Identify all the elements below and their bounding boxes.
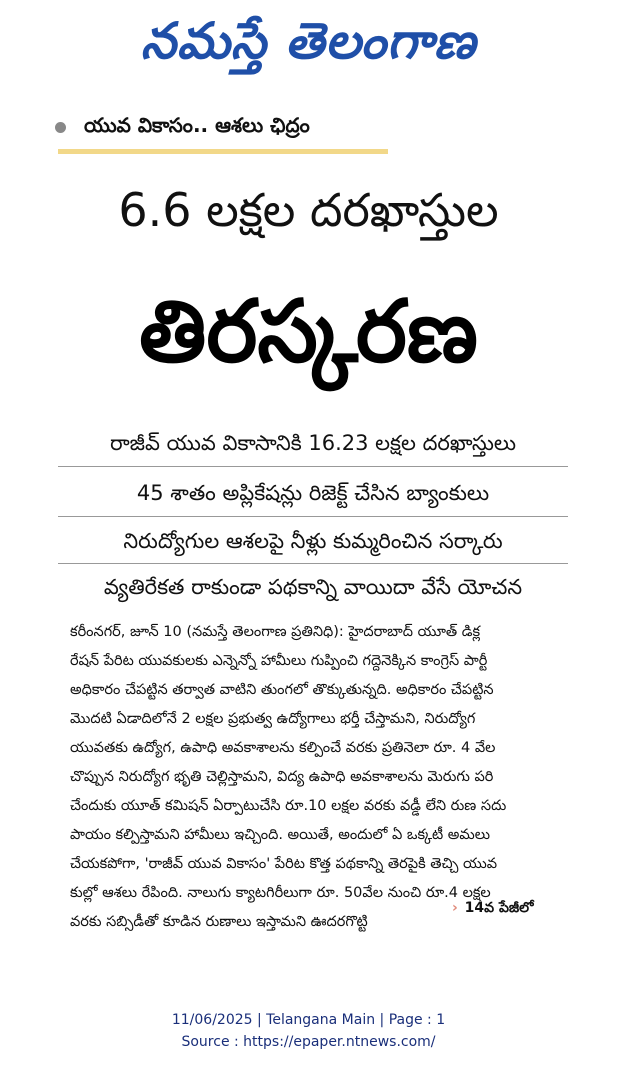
kicker-underline: [58, 149, 388, 154]
body-line: చేందుకు యూత్ కమిషన్ ఏర్పాటుచేసి రూ.10 లక్షల వరకు వడ్డీ లేని రుణ సదు: [70, 798, 507, 814]
body-line: వరకు సబ్సిడీతో కూడిన రుణాలు ఇస్తామని ఊదరగొట్టి: [70, 914, 368, 930]
masthead-logo: నమస్తే తెలంగాణ: [140, 12, 477, 70]
body-line: చేయకపోగా, 'రాజీవ్ యువ వికాసం' పేరిట కొత్త పథకాన్ని తెరపైకి తెచ్చి యువ: [70, 856, 498, 872]
body-line: చొప్పున నిరుద్యోగ భృతి చెల్లిస్తామని, విద్య ఉపాధి అవకాశాలను మెరుగు పరి: [70, 769, 494, 785]
deck-line-4: వ్యతిరేకత రాకుండా పథకాన్ని వాయిదా వేసే యోచన: [103, 575, 523, 599]
body-line: కరీంనగర్, జూన్ 10 (నమస్తే తెలంగాణ ప్రతినిధి): హైదరాబాద్ యూత్ డిక్ల: [70, 624, 481, 640]
bullet-dot-icon: [55, 122, 66, 133]
deck-line-2: 45 శాతం అప్లికేషన్లు రిజెక్ట్ చేసిన బ్యాంకులు: [136, 481, 490, 505]
deck-divider: [58, 516, 568, 517]
body-line: కుల్లో ఆశలు రేపింది. నాలుగు క్యాటగిరీలుగా రూ. 50వేల నుంచి రూ.4 లక్షల: [70, 885, 491, 901]
headline-line-2: తిరస్కరణ: [139, 282, 478, 382]
deck-line-3: నిరుద్యోగుల ఆశలపై నీళ్లు కుమ్మరించిన సర్కారు: [123, 529, 503, 553]
deck-divider: [58, 466, 568, 467]
body-line: అధికారం చేపట్టిన తర్వాత వాటిని తుంగలో తొక్కుతున్నది. అధికారం చేపట్టిన: [70, 682, 494, 698]
deck-line-1: రాజీవ్ యువ వికాసానికి 16.23 లక్షల దరఖాస్తులు: [110, 431, 516, 455]
chevron-right-icon: ›: [452, 900, 458, 916]
deck-divider: [58, 563, 568, 564]
footer-source-link[interactable]: Source : https://epaper.ntnews.com/: [181, 1034, 436, 1050]
article-body: [70, 618, 590, 937]
continued-on-page-link[interactable]: [452, 900, 534, 919]
body-line: యువతకు ఉద్యోగ, ఉపాధి అవకాశాలను కల్పించే వరకు ప్రతినెలా రూ. 4 వేల: [70, 740, 496, 756]
headline-line-1: 6.6 లక్షల దరఖాస్తుల: [118, 183, 499, 237]
footer-date-edition: 11/06/2025 | Telangana Main | Page : 1: [171, 1012, 446, 1028]
continued-on-page-label: 14వ పేజీలో: [464, 900, 534, 916]
body-line: మొదటి ఏడాదిలోనే 2 లక్షల ప్రభుత్వ ఉద్యోగాలు భర్తీ చేస్తామని, నిరుద్యోగ: [70, 711, 476, 727]
kicker-text: యువ వికాసం.. ఆశలు ఛిద్రం: [84, 112, 310, 137]
kicker: [55, 110, 310, 144]
body-line: పాయం కల్పిస్తామని హామీలు ఇచ్చింది. అయితే, అందులో ఏ ఒక్కటీ అమలు: [70, 827, 491, 843]
body-line: రేషన్ పేరిట యువకులకు ఎన్నెన్నో హామీలు గుప్పించి గద్దెనెక్కిన కాంగ్రెస్ పార్టీ: [70, 653, 488, 669]
